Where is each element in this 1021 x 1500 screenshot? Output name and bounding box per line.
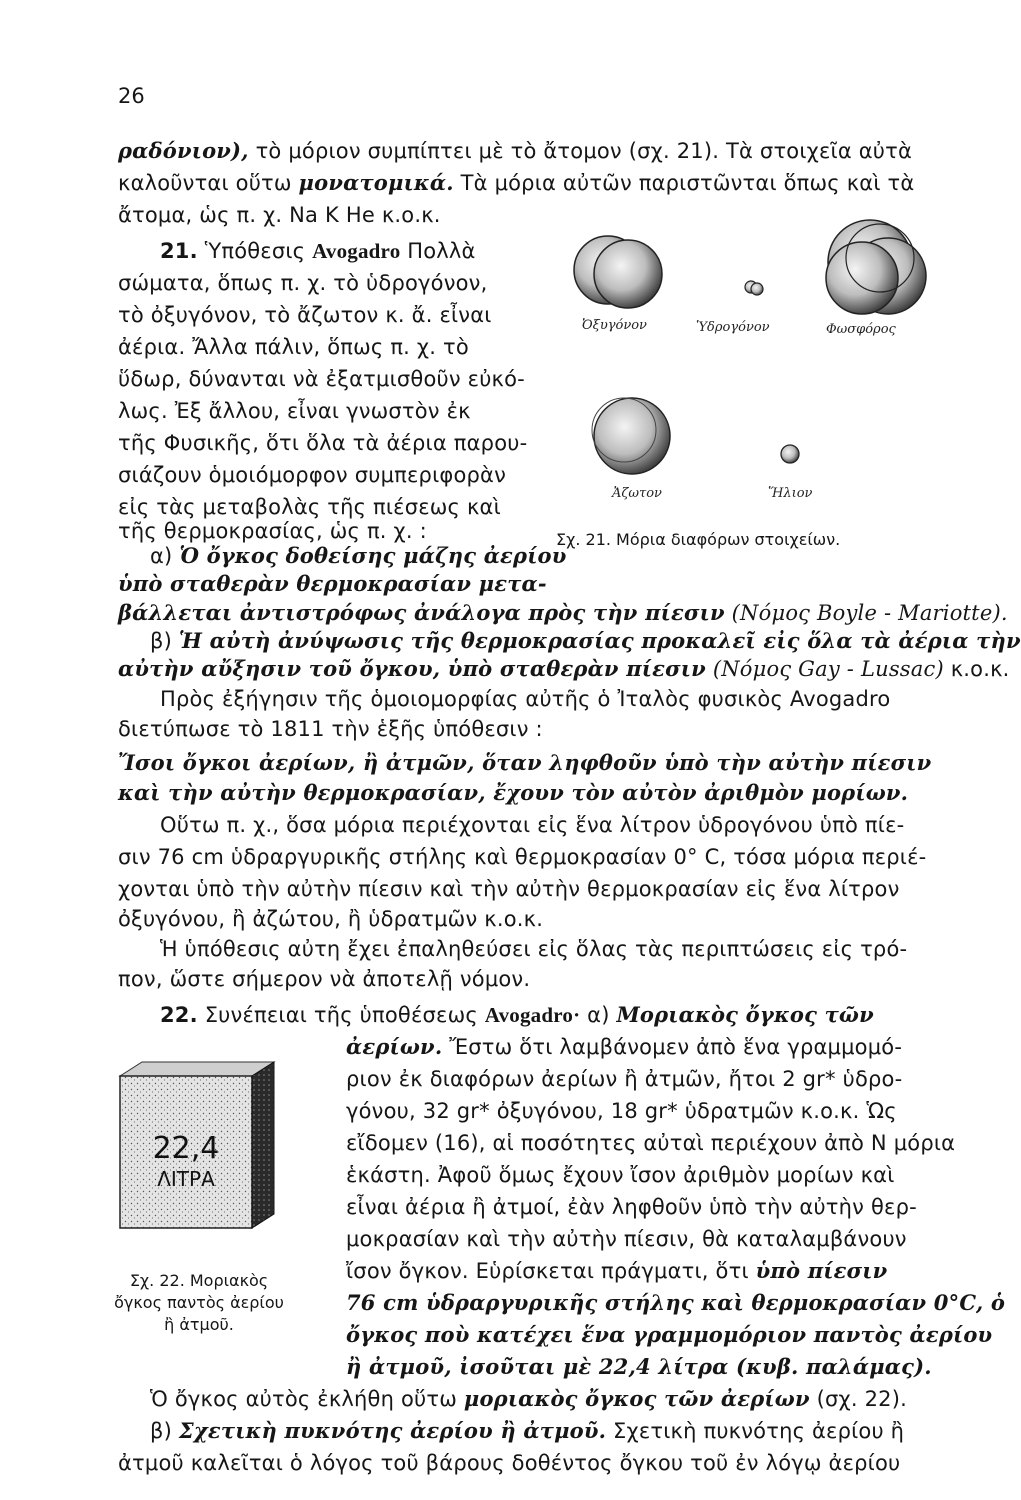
law-gay-lussac-name: (Νόμος Gay - Lussac): [705, 657, 944, 681]
section22-line8: μοκρασίαν καὶ τὴν αὐτὴν πίεσιν, θὰ καταλαμβάνουν: [346, 1227, 907, 1251]
section-number: 22.: [160, 1003, 198, 1027]
section22-line7: εἶναι ἀέρια ἢ ἀτμοί, ἐὰν ληφθοῦν ὑπὸ τὴν αὐτὴν θερ-: [346, 1195, 917, 1219]
section22-line13: [150, 1386, 907, 1412]
hypothesis-p6: πον, ὥστε σήμερον νὰ ἀποτελῇ νόμον.: [118, 967, 531, 991]
para1-line3: ἄτομα, ὡς π. χ. Na K He κ.ο.κ.: [118, 203, 441, 227]
law-b-line2: [118, 656, 1010, 682]
section22-emphasis: μοριακὸς ὄγκος τῶν ἀερίων: [463, 1386, 810, 1411]
figure22-cube: [112, 1058, 282, 1236]
law-boyle-name: (Νόμος Boyle - Mariotte).: [724, 601, 1008, 625]
hypothesis-statement2: καὶ τὴν αὐτὴν θερμοκρασίαν, ἔχουν τὸν αὐτὸν ἀριθμὸν μορίων.: [118, 780, 909, 805]
section22-line12: ἢ ἀτμοῦ, ἰσοῦται μὲ 22,4 λίτρα (κυβ. παλάμας).: [346, 1354, 932, 1379]
figure22-caption-line: Σχ. 22. Μοριακὸς: [129, 1271, 269, 1290]
hypothesis-statement1: Ἴσοι ὄγκοι ἀερίων, ἢ ἀτμῶν, ὅταν ληφθοῦν ὑπὸ τὴν αὐτὴν πίεσιν: [118, 750, 932, 775]
law-a-line2: [118, 571, 547, 597]
section22-line14: [150, 1418, 904, 1444]
para1-text: καλοῦνται οὕτω: [118, 171, 299, 195]
para1-text: τὸ μόριον συμπίπτει μὲ τὸ ἄτομον (σχ. 21). Τὰ στοιχεῖα αὐτὰ: [248, 139, 913, 163]
phosphorus-molecule-icon: [826, 220, 926, 314]
section22-text: Ὁ ὄγκος αὐτὸς ἐκλήθη οὕτω: [150, 1387, 464, 1411]
cube-volume-unit: ΛΙΤΡΑ: [157, 1167, 215, 1191]
section22-text: ἴσον ὄγκον. Εὑρίσκεται πράγματι, ὅτι: [346, 1259, 756, 1283]
law-a-line3: [118, 600, 1008, 626]
para1-line2: [118, 170, 914, 196]
helium-atom-icon: [781, 445, 799, 463]
figure22-caption-line: ἢ ἀτμοῦ.: [164, 1315, 234, 1334]
law-b-text: αὐτὴν αὔξησιν τοῦ ὄγκου, ὑπὸ σταθερὰν πίεσιν: [118, 656, 706, 681]
term-monatomic: μονατομικά.: [298, 170, 454, 195]
section22-line10: 76 cm ὑδραργυρικῆς στήλης καὶ θερμοκρασίαν 0°C, ὁ: [346, 1290, 1006, 1315]
law-a-text: ὑπὸ σταθερὰν θερμοκρασίαν μετα-: [118, 571, 547, 596]
hypothesis-p5: Ἡ ὑπόθεσις αὐτη ἔχει ἐπαληθεύσει εἰς ὅλας τὰς περιπτώσεις εἰς τρό-: [160, 937, 908, 961]
section22-subtitle: Σχετικὴ πυκνότης ἀερίου ἢ ἀτμοῦ.: [178, 1418, 607, 1443]
figure21-molecules: [570, 218, 950, 518]
hypothesis-p1: Οὕτω π. χ., ὅσα μόρια περιέχονται εἰς ἕνα λίτρον ὑδρογόνου ὑπὸ πίε-: [160, 813, 905, 837]
para1-line1: [118, 138, 912, 164]
section22-line2: [346, 1034, 902, 1060]
law-a-text: βάλλεται ἀντιστρόφως ἀνάλογα πρὸς τὴν πίεσιν: [118, 600, 725, 625]
section21-line6: λως. Ἐξ ἄλλου, εἶναι γνωστὸν ἐκ: [118, 399, 471, 423]
label-hydrogen: Ὑδρογόνον: [696, 320, 770, 335]
hypothesis-intro2: διετύπωσε τὸ 1811 τὴν ἑξῆς ὑπόθεσιν :: [118, 717, 543, 741]
section22-emphasis: ὑπὸ πίεσιν: [755, 1258, 888, 1283]
section22-subtitle: ἀερίων.: [346, 1034, 443, 1059]
section22-marker: α): [580, 1003, 617, 1027]
label-nitrogen: Ἀζωτον: [612, 486, 662, 501]
section-title-latin: Avogadro·: [484, 1003, 581, 1027]
nitrogen-molecule-icon: [592, 398, 670, 474]
law-b-end: κ.ο.κ.: [943, 657, 1010, 681]
para1-text: Τὰ μόρια αὐτῶν παριστῶνται ὅπως καὶ τὰ: [453, 171, 915, 195]
section21-line9: εἰς τὰς μεταβολὰς τῆς πιέσεως καὶ: [118, 495, 501, 519]
section22-subtitle: Μοριακὸς ὄγκος τῶν: [616, 1002, 874, 1027]
section21-line5: ὕδωρ, δύνανται νὰ ἐξατμισθοῦν εὐκό-: [118, 367, 525, 391]
oxygen-molecule-icon: [574, 236, 662, 308]
hypothesis-p2: σιν 76 cm ὑδραργυρικῆς στήλης καὶ θερμοκρασίαν 0° C, τόσα μόρια περιέ-: [118, 845, 927, 869]
hypothesis-p3: χονται ὑπὸ τὴν αὐτὴν πίεσιν καὶ τὴν αὐτὴν θερμοκρασίαν εἰς ἕνα λίτρον: [118, 877, 900, 901]
hydrogen-molecule-icon: [745, 281, 763, 295]
figure22-caption-line: ὄγκος παντὸς ἀερίου: [114, 1293, 284, 1312]
law-b-line1: [150, 628, 1021, 654]
section21-line3: τὸ ὀξυγόνον, τὸ ἄζωτον κ. ἄ. εἶναι: [118, 303, 492, 327]
law-a-line1: [150, 543, 567, 569]
section22-line4: γόνου, 32 gr* ὀξυγόνου, 18 gr* ὑδρατμῶν κ.ο.κ. Ὡς: [346, 1099, 897, 1123]
section21-text: Πολλὰ: [400, 239, 476, 263]
section22-line9: [346, 1258, 887, 1284]
law-a-text: Ὁ ὄγκος δοθείσης μάζης ἀερίου: [179, 543, 567, 568]
term-radonion: ραδόνιον),: [118, 138, 249, 163]
label-helium: Ἥλιον: [768, 486, 813, 501]
label-phosphorus: Φωσφόρος: [826, 322, 896, 337]
section22-heading: [160, 1002, 874, 1028]
cube-volume-number: 22,4: [152, 1131, 220, 1166]
section21-line10: τῆς θερμοκρασίας, ὡς π. χ. :: [118, 519, 427, 543]
page-number: 26: [118, 84, 145, 108]
section-title-latin: Avogadro: [312, 239, 401, 263]
law-marker: β): [150, 629, 179, 653]
section22-line6: ἑκάστη. Ἀφοῦ ὅμως ἔχουν ἴσον ἀριθμὸν μορίων καὶ: [346, 1163, 895, 1187]
section22-line15: ἀτμοῦ καλεῖται ὁ λόγος τοῦ βάρους δοθέντος ὄγκου τοῦ ἐν λόγῳ ἀερίου: [118, 1451, 901, 1475]
law-marker: α): [150, 544, 180, 568]
section21-line4: ἀέρια. Ἄλλα πάλιν, ὅπως π. χ. τὸ: [118, 335, 469, 359]
section21-line2: σώματα, ὅπως π. χ. τὸ ὑδρογόνον,: [118, 271, 488, 295]
section-title: Ὑπόθεσις: [197, 239, 313, 263]
section21-line7: τῆς Φυσικῆς, ὅτι ὅλα τὰ ἀέρια παρου-: [118, 431, 528, 455]
section-title: Συνέπειαι τῆς ὑποθέσεως: [197, 1003, 485, 1027]
section22-line11: ὄγκος ποὺ κατέχει ἕνα γραμμομόριον παντὸς ἀερίου: [346, 1322, 993, 1347]
section22-text: Σχετικὴ πυκνότης ἀερίου ἢ: [606, 1419, 905, 1443]
section22-marker: β): [150, 1419, 179, 1443]
section22-text: Ἔστω ὅτι λαμβάνομεν ἀπὸ ἕνα γραμμομό-: [442, 1035, 903, 1059]
label-oxygen: Ὀξυγόνον: [582, 318, 647, 333]
section22-line3: ριον ἐκ διαφόρων ἀερίων ἢ ἀτμῶν, ἤτοι 2 gr* ὑδρο-: [346, 1067, 903, 1091]
section21-line8: σιάζουν ὁμοιόμορφον συμπεριφορὰν: [118, 463, 506, 487]
figure22-caption: [94, 1270, 304, 1336]
hypothesis-intro1: Πρὸς ἐξήγησιν τῆς ὁμοιομορφίας αὐτῆς ὁ Ἰταλὸς φυσικὸς Avogadro: [160, 687, 891, 711]
section21-heading: [160, 238, 476, 264]
section22-text: (σχ. 22).: [809, 1387, 907, 1411]
section22-line5: εἴδομεν (16), αἱ ποσότητες αὐταὶ περιέχουν ἀπὸ N μόρια: [346, 1131, 956, 1155]
section-number: 21.: [160, 239, 198, 263]
figure21-caption: Σχ. 21. Μόρια διαφόρων στοιχείων.: [556, 530, 841, 549]
hypothesis-p4: ὀξυγόνου, ἢ ἀζώτου, ἢ ὑδρατμῶν κ.ο.κ.: [118, 907, 544, 931]
law-b-text: Ἡ αὐτὴ ἀνύψωσις τῆς θερμοκρασίας προκαλεῖ εἰς ὅλα τὰ ἀέρια τὴν: [178, 628, 1021, 653]
